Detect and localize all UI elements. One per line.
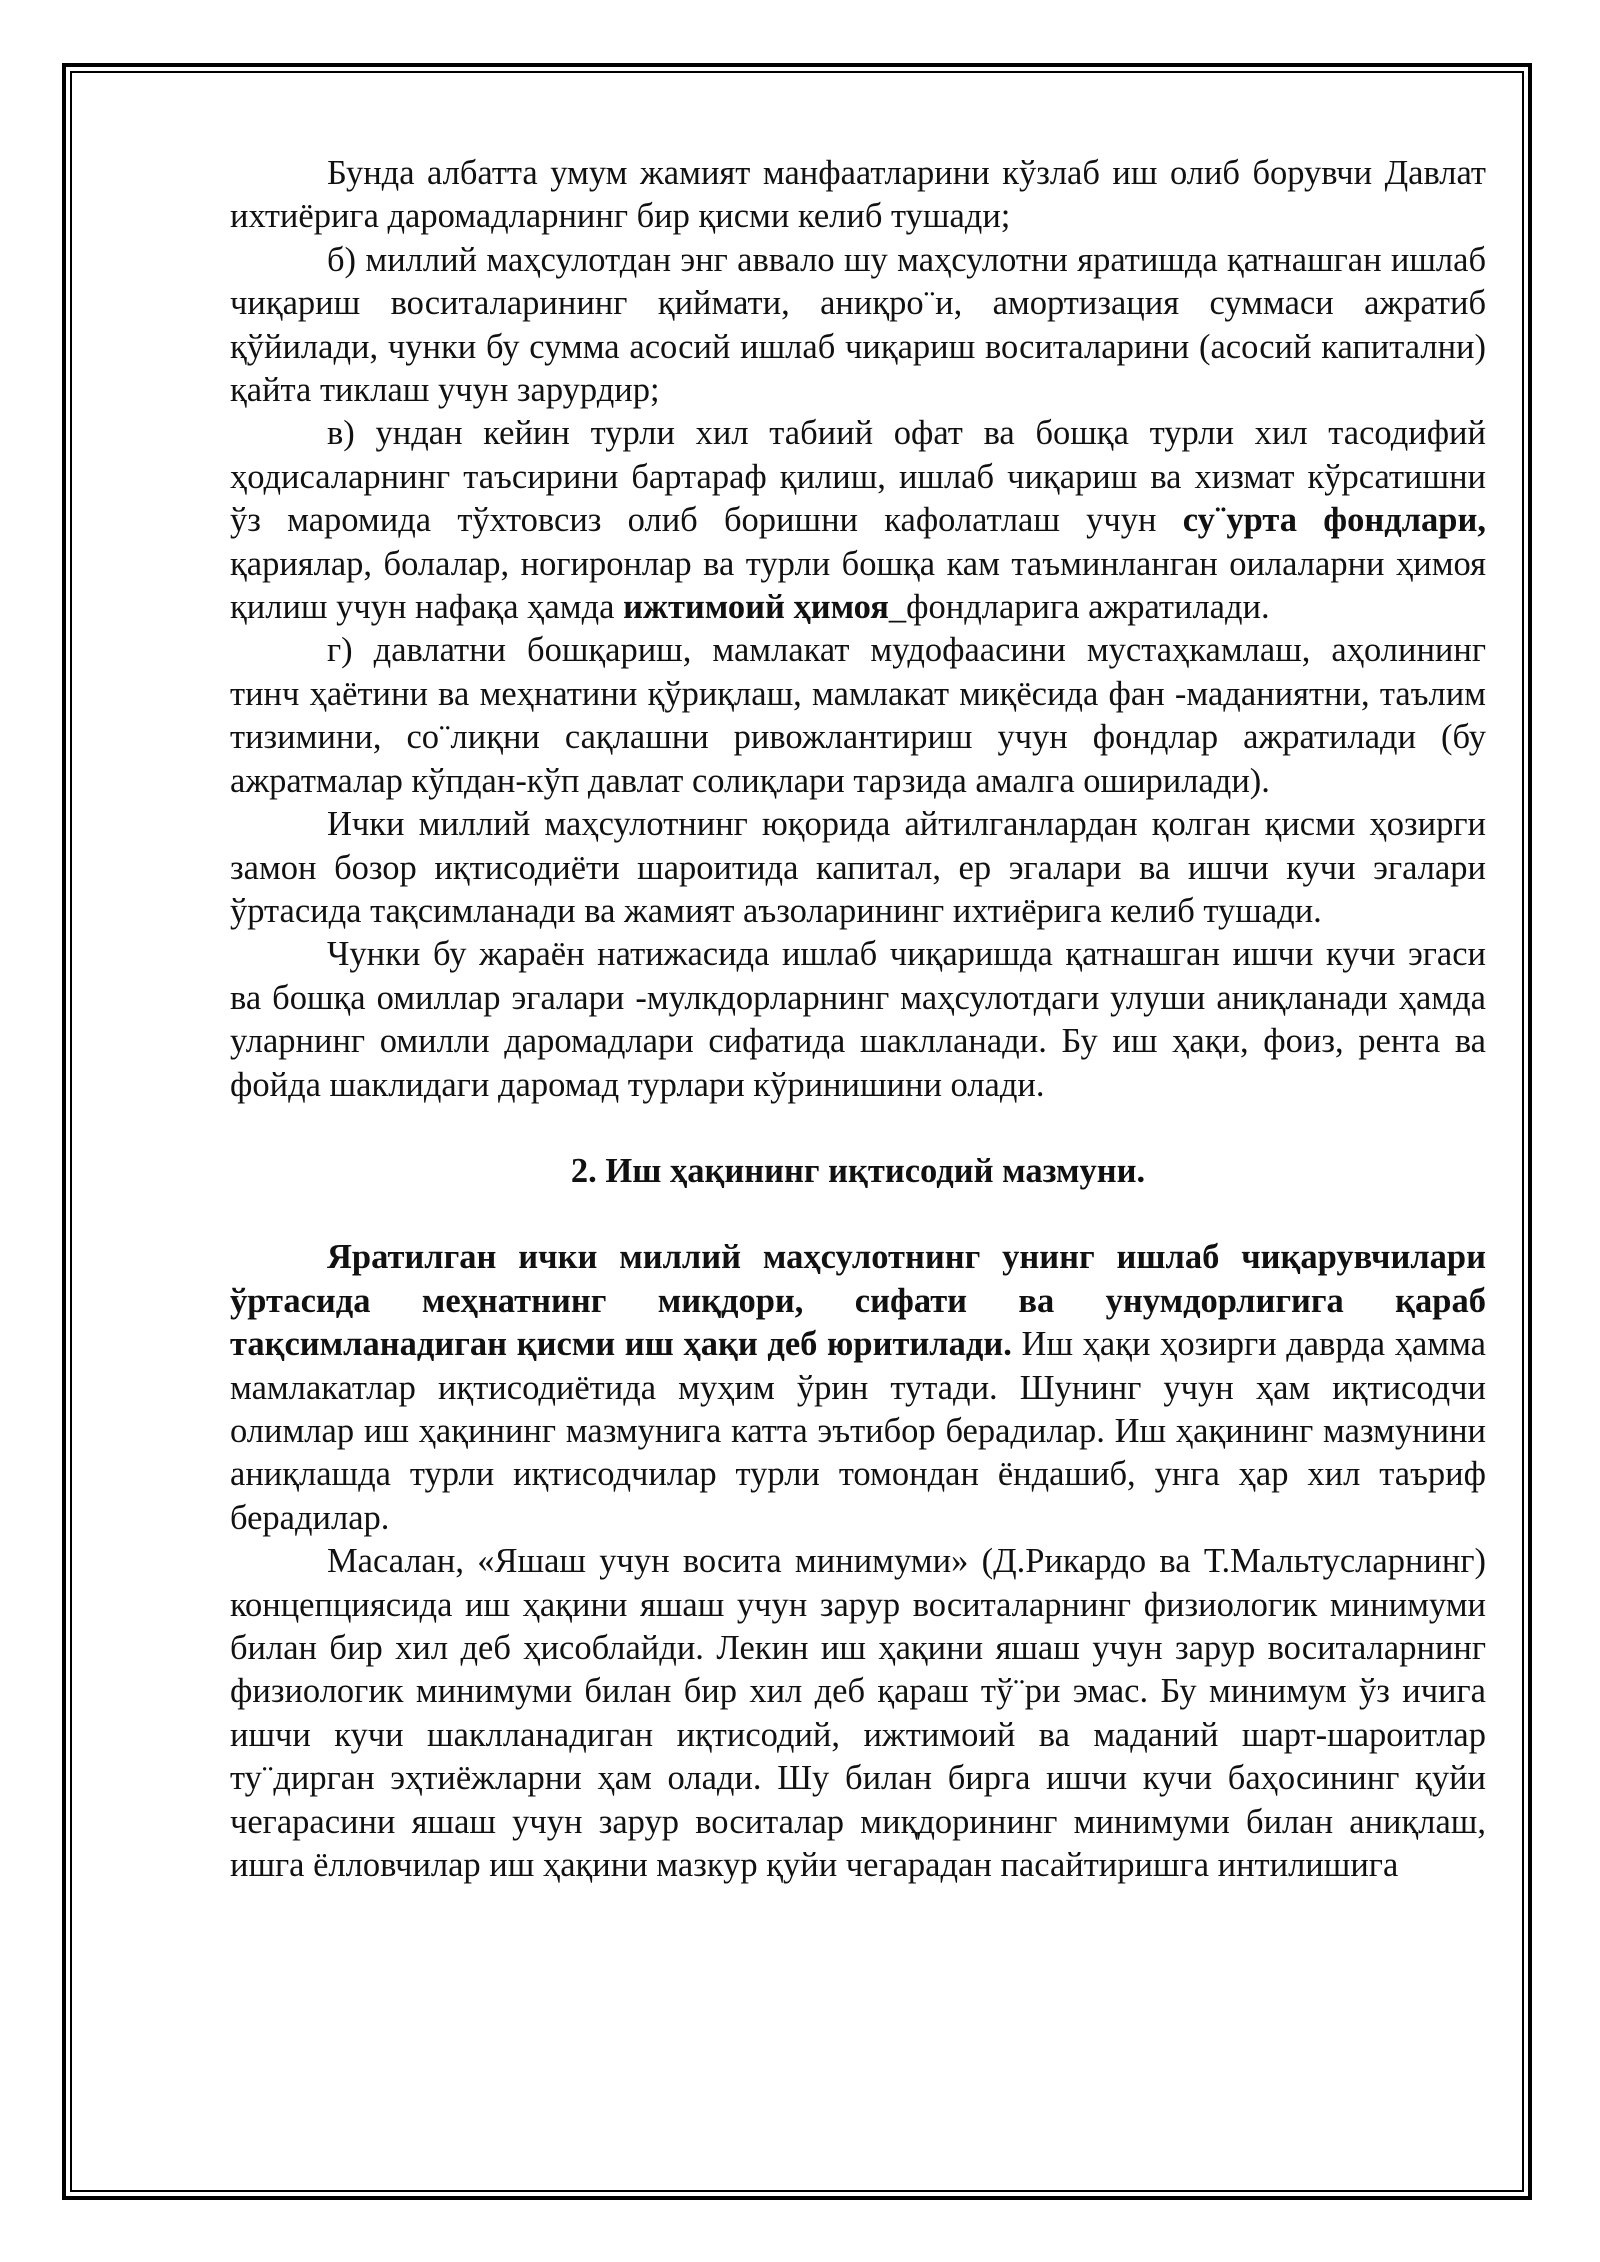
text-run: Масалан, «Яшаш учун восита минимуми» (Д.Рикардо ва Т.Мальтусларнинг) концепциясида иш ҳақини яшаш учун зарур воситаларнинг физиологик минимуми билан бир хил деб ҳисоблайди. Лекин иш ҳақини яшаш учун зарур воситаларнинг физиологик минимуми билан бир хил деб қараш тў¨ри эмас. Бу минимум ўз ичига ишчи кучи шаклланадиган иқтисодий, ижтимоий ва маданий шарт-шароитлар ту¨дирган эҳтиёжларни ҳам олади. Шу билан бирга ишчи кучи баҳосининг қуйи чегарасини яшаш учун зарур воситалар миқдорининг минимуми билан аниқлаш, ишга ёлловчилар иш ҳақини мазкур қуйи чегарадан пасайтиришга интилишига <box>230 1542 1486 1885</box>
paragraph-2 <box>230 239 1486 413</box>
paragraph-4 <box>230 629 1486 803</box>
text-run: қариялар, болалар, ногиронлар ва турли бошқа кам таъминланган оилаларни ҳимоя қилиш учун нафақа ҳамда <box>230 544 1486 627</box>
text-run: г) давлатни бошқариш, мамлакат мудофаасини мустаҳкамлаш, аҳолининг тинч ҳаётини ва меҳнатини қўриқлаш, мамлакат миқёсида фан -маданиятни, таълим тизимини, со¨лиқни сақлашни ривожлантириш учун фондлар ажратилади (бу ажратмалар кўпдан-кўп давлат солиқлари тарзида амалга оширилади). <box>230 631 1486 800</box>
paragraph-7 <box>230 1236 1486 1540</box>
text-run: Ички миллий маҳсулотнинг юқорида айтилганлардан қолган қисми ҳозирги замон бозор иқтисодиёти шароитида капитал, ер эгалари ва ишчи кучи эгалари ўртасида тақсимланади ва жамият аъзоларининг ихтиёрига келиб тушади. <box>230 805 1486 930</box>
section-heading: 2. Иш ҳақининг иқтисодий мазмуни. <box>570 1151 1146 1190</box>
paragraph-3 <box>230 412 1486 629</box>
text-run: в) ундан кейин турли хил табиий офат ва бошқа турли хил тасодифий ҳодисаларнинг таъсирини бартараф қилиш, ишлаб чиқариш ва хизмат кўрсатишни ўз маромида тўхтовсиз олиб боришни кафолатлаш учун <box>230 414 1486 540</box>
paragraph-6 <box>230 933 1486 1107</box>
paragraph-5 <box>230 803 1486 933</box>
text-run: Чунки бу жараён натижасида ишлаб чиқаришда қатнашган ишчи кучи эгаси ва бошқа омиллар эгалари -мулкдорларнинг маҳсулотдаги улуши аниқланади ҳамда уларнинг омилли даромадлари сифатида шаклланади. Бу иш ҳақи, фоиз, рента ва фойда шаклидаги даромад турлари кўринишини олади. <box>230 935 1486 1104</box>
paragraph-1 <box>230 152 1486 239</box>
bold-term-insurance-funds: су¨урта фондлари, <box>1182 501 1486 540</box>
text-run: б) миллий маҳсулотдан энг аввало шу маҳсулотни яратишда қатнашган ишлаб чиқариш воситаларининг қиймати, аниқро¨и, амортизация суммаси ажратиб қўйилади, чунки бу сумма асосий ишлаб чиқариш воситаларини (асосий капитални) қайта тиклаш учун зарурдир; <box>230 240 1486 410</box>
text-run: _фондларига ажратилади. <box>888 588 1270 627</box>
document-body <box>230 152 1486 1887</box>
bold-definition: Яратилган ички миллий маҳсулотнинг унинг ишлаб чиқарувчилари ўртасида меҳнатнинг миқдори, сифати ва унумдорлигига қараб тақсимланадиган қисми иш ҳақи деб юритилади. <box>230 1238 1486 1364</box>
text-run: Бунда албатта умум жамият манфаатларини кўзлаб иш олиб борувчи Давлат ихтиёрига даромадларнинг бир қисми келиб тушади; <box>230 154 1486 236</box>
text-run: Иш ҳақи ҳозирги даврда ҳамма мамлакатлар иқтисодиётида муҳим ўрин тутади. Шунинг учун ҳам иқтисодчи олимлар иш ҳақининг мазмунига катта эътибор берадилар. Иш ҳақининг мазмунини аниқлашда турли иқтисодчилар турли томондан ёндашиб, унга ҳар хил таъриф берадилар. <box>230 1325 1486 1537</box>
bold-term-social-protection: ижтимоий ҳимоя <box>623 588 889 627</box>
paragraph-8 <box>230 1540 1486 1887</box>
